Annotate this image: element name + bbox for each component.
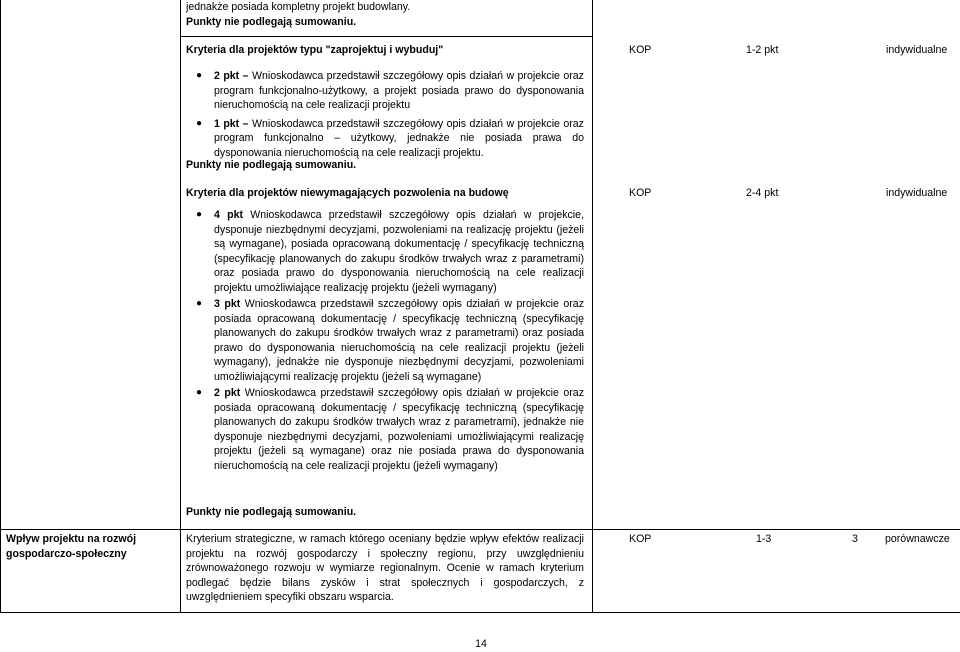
criterion-item	[186, 69, 584, 113]
criterion-points: 4 pkt	[214, 209, 244, 221]
weight-value: 3	[852, 533, 858, 545]
no-sum-note: Punkty nie podlegają sumowaniu.	[186, 15, 357, 28]
bullet-icon: ●	[196, 117, 203, 129]
points-range: 1-2 pkt	[746, 44, 779, 56]
section-heading: Kryteria dla projektów typu "zaprojektuj i wybuduj"	[186, 44, 444, 56]
no-sum-note: Punkty nie podlegają sumowaniu.	[186, 159, 357, 171]
kop-label: KOP	[629, 187, 652, 199]
points-range: 1-3	[756, 533, 772, 545]
criterion-points: 2 pkt	[214, 70, 240, 82]
bullet-icon: ●	[196, 70, 203, 81]
kop-label: KOP	[629, 44, 652, 56]
evaluation-type: indywidualne	[886, 187, 948, 199]
evaluation-type: indywidualne	[886, 44, 948, 56]
criteria-list	[186, 69, 584, 160]
criterion-text: Wnioskodawca przedstawił szczegółowy opis działań w projekcie oraz program funkcjonalno-użytkowy, a projekt posiada prawo do dysponowania nieruchomością na cele realizacji projektu	[214, 70, 584, 111]
table-border-bottom	[0, 612, 960, 613]
criterion-text: Wnioskodawca przedstawił szczegółowy opis działań w projekcie oraz program funkcjonalno – użytkowy, jednakże nie posiada prawa do dysponowania nieruchomością na cele realizacji projektu.	[214, 117, 584, 159]
bullet-icon: ●	[196, 298, 203, 309]
criterion-points: 2 pkt	[214, 387, 241, 399]
column-divider	[180, 0, 181, 613]
continuation-line: jednakże posiada kompletny projekt budowlany.	[186, 1, 411, 13]
row-divider	[180, 36, 592, 37]
no-sum-note: Punkty nie podlegają sumowaniu.	[186, 506, 357, 518]
continuation-text	[186, 0, 584, 29]
criterion-item	[186, 386, 584, 473]
column-divider	[592, 0, 593, 613]
criterion-dash: –	[242, 117, 249, 130]
criterion-text: Wnioskodawca przedstawił szczegółowy opis działań w projekcie oraz posiada opracowaną dokumentację / specyfikację techniczną (specyfikację planowanych do zakupu środków trwałych wraz z parametrami) oraz posiada prawo do dysponowania nieruchomością na cele realizacji projektu (jeżeli wymagany), jednakże nie dysponuje niezbędnymi decyzjami, pozwoleniami umożliwiającymi realizację projektu (jeżeli są wymagane)	[214, 298, 584, 383]
criterion-dash: –	[242, 70, 249, 82]
criterion-item	[186, 117, 584, 161]
criterion-item	[186, 208, 584, 295]
criterion-points: 3 pkt	[214, 298, 241, 310]
kop-label: KOP	[629, 533, 652, 545]
criterion-item	[186, 297, 584, 384]
table-border-left	[0, 0, 1, 613]
criterion-text: Wnioskodawca przedstawił szczegółowy opis działań w projekcie oraz posiada opracowaną dokumentację / specyfikację techniczną (specyfikację planowanych do zakupu środków trwałych wraz z parametrami), jednakże nie dysponuje niezbędnymi decyzjami, pozwoleniami umożliwiającymi realizację projektu (jeżeli są wymagane) oraz nie posiada prawa do dysponowania nieruchomością na cele realizacji projektu (jeżeli wymagany)	[214, 387, 584, 472]
criterion-name: Wpływ projektu na rozwój gospodarczo-społeczny	[6, 533, 137, 560]
criterion-text: Wnioskodawca przedstawił szczegółowy opis działań w projekcie, dysponuje niezbędnymi decyzjami, pozwoleniami na realizację projektu (jeżeli są wymagane), posiada opracowaną dokumentację / specyfikację techniczną (specyfikację planowanych do zakupu środków trwałych wraz z parametrami) oraz posiada prawo do dysponowania nieruchomością na cele realizacji projektu umożliwiające realizację projektu (jeżeli wymagany)	[214, 209, 584, 294]
row-divider	[0, 529, 960, 530]
bullet-icon: ●	[196, 387, 203, 398]
criteria-list	[186, 208, 584, 473]
criterion-points: 1 pkt	[214, 117, 240, 130]
bullet-icon: ●	[196, 209, 203, 220]
evaluation-type: porównawcze	[885, 533, 950, 545]
page-number: 14	[475, 638, 487, 650]
section-heading: Kryteria dla projektów niewymagających pozwolenia na budowę	[186, 187, 509, 199]
points-range: 2-4 pkt	[746, 187, 779, 199]
criterion-description: Kryterium strategiczne, w ramach którego oceniany będzie wpływ efektów realizacji projektu na rozwój gospodarczy i społeczny regionu, przy uwzględnieniu zrównoważonego rozwoju w wymiarze regionalnym. Ocenie w ramach kryterium podlegać będzie bilans zysków i strat społecznych i gospodarczych, z uwzględnieniem specyfiki obszaru wsparcia.	[186, 533, 584, 603]
